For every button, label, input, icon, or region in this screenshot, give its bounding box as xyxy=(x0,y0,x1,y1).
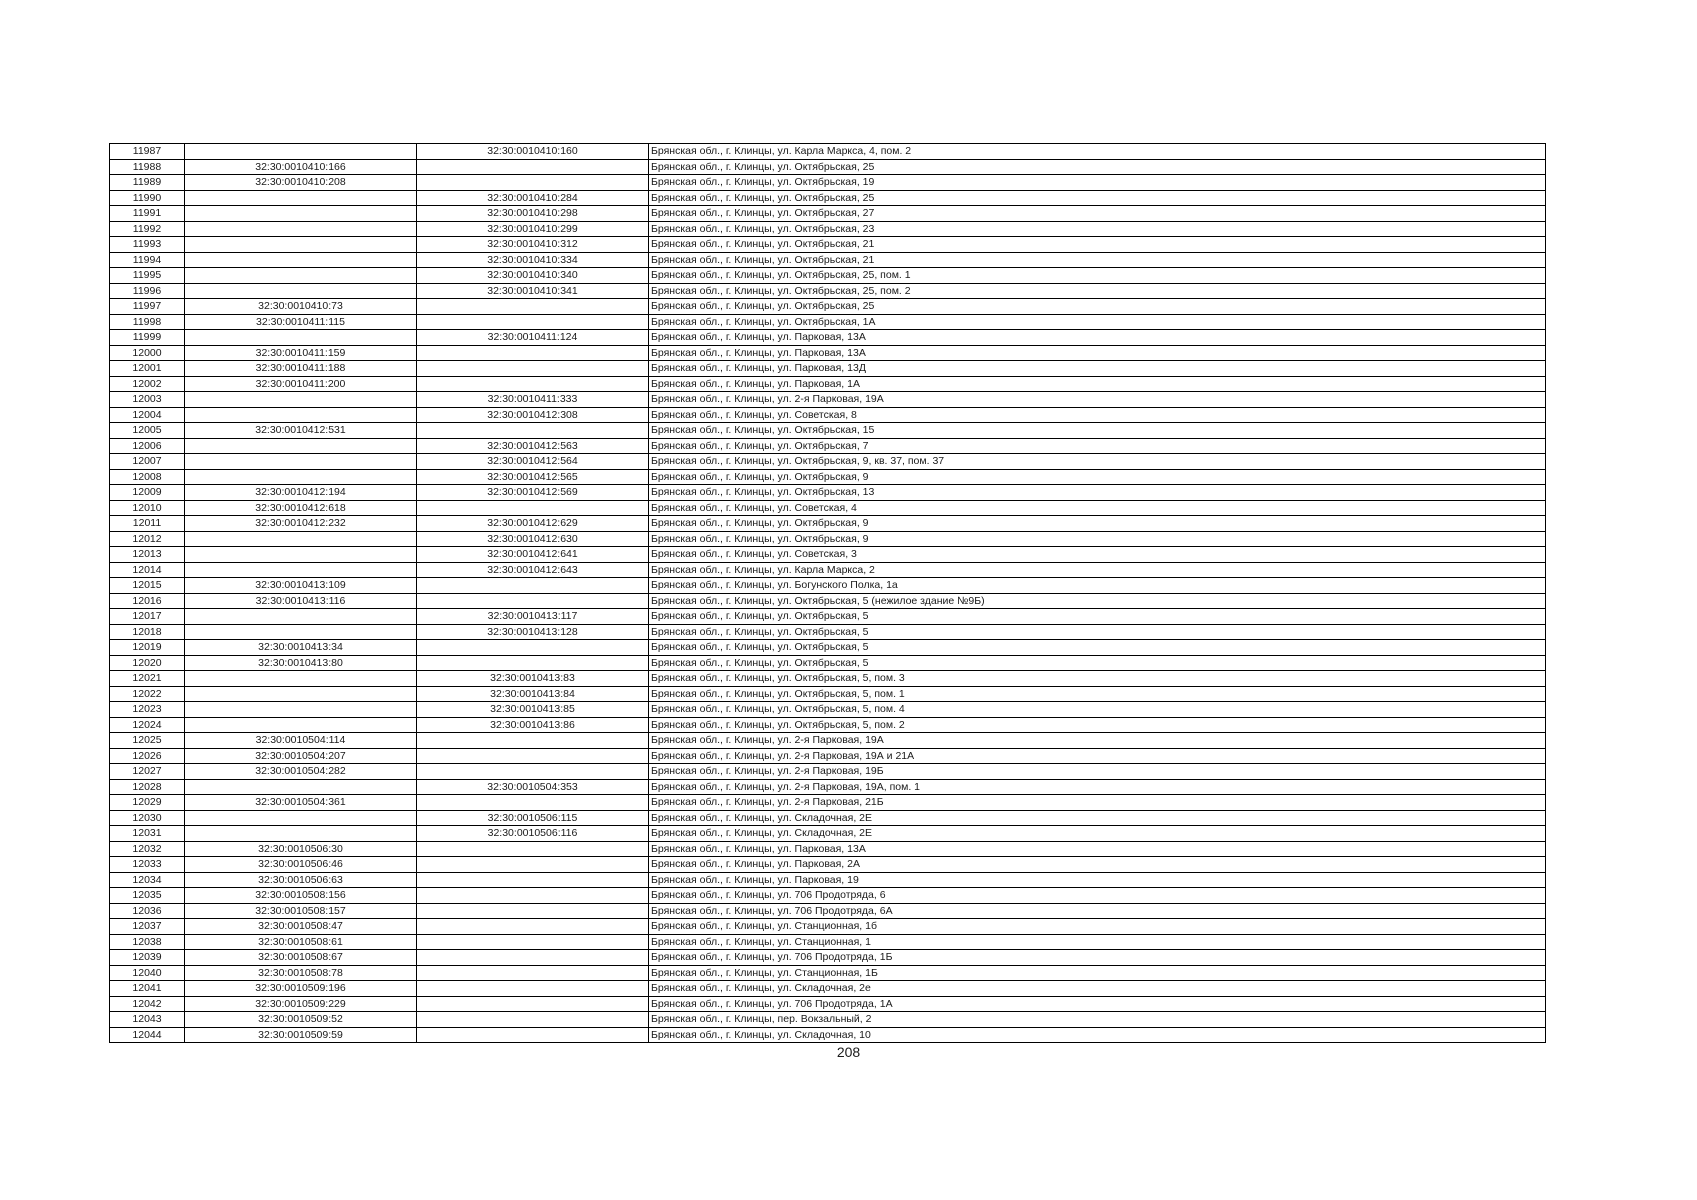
cadastral-number-secondary-cell xyxy=(417,376,649,392)
address-cell: Брянская обл., г. Клинцы, ул. Октябрьская, 25 xyxy=(649,299,1546,315)
address-cell: Брянская обл., г. Клинцы, пер. Вокзальный, 2 xyxy=(649,1012,1546,1028)
address-cell: Брянская обл., г. Клинцы, ул. Октябрьская, 21 xyxy=(649,252,1546,268)
row-number-cell: 12009 xyxy=(110,485,185,501)
cadastral-number-secondary-cell xyxy=(417,361,649,377)
address-cell: Брянская обл., г. Клинцы, ул. Карла Маркса, 2 xyxy=(649,562,1546,578)
row-number-cell: 11996 xyxy=(110,283,185,299)
table-row xyxy=(110,454,1546,470)
cadastral-number-secondary-cell: 32:30:0010412:569 xyxy=(417,485,649,501)
cadastral-number-cell: 32:30:0010411:188 xyxy=(185,361,417,377)
row-number-cell: 12024 xyxy=(110,717,185,733)
row-number-cell: 12008 xyxy=(110,469,185,485)
row-number-cell: 12036 xyxy=(110,903,185,919)
table-row xyxy=(110,562,1546,578)
address-cell: Брянская обл., г. Клинцы, ул. Советская, 8 xyxy=(649,407,1546,423)
row-number-cell: 12016 xyxy=(110,593,185,609)
address-cell: Брянская обл., г. Клинцы, ул. Складочная, 10 xyxy=(649,1027,1546,1043)
table-row xyxy=(110,624,1546,640)
cadastral-number-secondary-cell: 32:30:0010412:565 xyxy=(417,469,649,485)
address-cell: Брянская обл., г. Клинцы, ул. 2-я Парковая, 21Б xyxy=(649,795,1546,811)
cadastral-number-cell xyxy=(185,237,417,253)
table-row xyxy=(110,237,1546,253)
table-row xyxy=(110,1027,1546,1043)
table-row xyxy=(110,779,1546,795)
address-cell: Брянская обл., г. Клинцы, ул. 2-я Парковая, 19А, пом. 1 xyxy=(649,779,1546,795)
table-row xyxy=(110,423,1546,439)
cadastral-number-cell xyxy=(185,562,417,578)
cadastral-number-secondary-cell xyxy=(417,1027,649,1043)
table-row xyxy=(110,299,1546,315)
cadastral-number-cell xyxy=(185,686,417,702)
address-cell: Брянская обл., г. Клинцы, ул. 706 Продотряда, 6 xyxy=(649,888,1546,904)
address-cell: Брянская обл., г. Клинцы, ул. Октябрьская, 9 xyxy=(649,516,1546,532)
address-cell: Брянская обл., г. Клинцы, ул. Октябрьская, 5 xyxy=(649,624,1546,640)
address-cell: Брянская обл., г. Клинцы, ул. Советская, 4 xyxy=(649,500,1546,516)
cadastral-number-cell xyxy=(185,671,417,687)
cadastral-number-cell: 32:30:0010509:229 xyxy=(185,996,417,1012)
row-number-cell: 12038 xyxy=(110,934,185,950)
table-row xyxy=(110,717,1546,733)
row-number-cell: 12015 xyxy=(110,578,185,594)
cadastral-number-secondary-cell xyxy=(417,159,649,175)
registry-table xyxy=(109,143,1546,1043)
address-cell: Брянская обл., г. Клинцы, ул. Советская, 3 xyxy=(649,547,1546,563)
table-row xyxy=(110,965,1546,981)
table-row xyxy=(110,345,1546,361)
cadastral-number-secondary-cell xyxy=(417,345,649,361)
address-cell: Брянская обл., г. Клинцы, ул. 2-я Парковая, 19А xyxy=(649,392,1546,408)
address-cell: Брянская обл., г. Клинцы, ул. Станционная, 1 xyxy=(649,934,1546,950)
address-cell: Брянская обл., г. Клинцы, ул. Октябрьская, 19 xyxy=(649,175,1546,191)
address-cell: Брянская обл., г. Клинцы, ул. Октябрьская, 5 xyxy=(649,655,1546,671)
cadastral-number-secondary-cell: 32:30:0010410:312 xyxy=(417,237,649,253)
table-row xyxy=(110,810,1546,826)
cadastral-number-secondary-cell xyxy=(417,888,649,904)
cadastral-number-secondary-cell xyxy=(417,965,649,981)
address-cell: Брянская обл., г. Клинцы, ул. Октябрьская, 15 xyxy=(649,423,1546,439)
row-number-cell: 12033 xyxy=(110,857,185,873)
cadastral-number-secondary-cell xyxy=(417,748,649,764)
row-number-cell: 11998 xyxy=(110,314,185,330)
address-cell: Брянская обл., г. Клинцы, ул. Парковая, 13А xyxy=(649,330,1546,346)
address-cell: Брянская обл., г. Клинцы, ул. 2-я Парковая, 19А xyxy=(649,733,1546,749)
table-row xyxy=(110,392,1546,408)
cadastral-number-secondary-cell xyxy=(417,934,649,950)
row-number-cell: 11991 xyxy=(110,206,185,222)
cadastral-number-secondary-cell: 32:30:0010412:641 xyxy=(417,547,649,563)
address-cell: Брянская обл., г. Клинцы, ул. Богунского Полка, 1а xyxy=(649,578,1546,594)
cadastral-number-secondary-cell xyxy=(417,733,649,749)
cadastral-number-secondary-cell xyxy=(417,578,649,594)
address-cell: Брянская обл., г. Клинцы, ул. Октябрьская, 9 xyxy=(649,469,1546,485)
table-row xyxy=(110,748,1546,764)
cadastral-number-cell xyxy=(185,407,417,423)
cadastral-number-secondary-cell: 32:30:0010410:298 xyxy=(417,206,649,222)
cadastral-number-secondary-cell xyxy=(417,857,649,873)
cadastral-number-secondary-cell: 32:30:0010506:116 xyxy=(417,826,649,842)
address-cell: Брянская обл., г. Клинцы, ул. Октябрьская, 1А xyxy=(649,314,1546,330)
address-cell: Брянская обл., г. Клинцы, ул. Парковая, 13А xyxy=(649,841,1546,857)
row-number-cell: 12025 xyxy=(110,733,185,749)
address-cell: Брянская обл., г. Клинцы, ул. Парковая, 13А xyxy=(649,345,1546,361)
cadastral-number-cell xyxy=(185,779,417,795)
table-row xyxy=(110,376,1546,392)
row-number-cell: 12043 xyxy=(110,1012,185,1028)
cadastral-number-secondary-cell: 32:30:0010413:128 xyxy=(417,624,649,640)
address-cell: Брянская обл., г. Клинцы, ул. Октябрьская, 23 xyxy=(649,221,1546,237)
address-cell: Брянская обл., г. Клинцы, ул. Октябрьская, 5, пом. 3 xyxy=(649,671,1546,687)
address-cell: Брянская обл., г. Клинцы, ул. Октябрьская, 5 (нежилое здание №9Б) xyxy=(649,593,1546,609)
cadastral-number-cell xyxy=(185,702,417,718)
cadastral-number-cell: 32:30:0010509:59 xyxy=(185,1027,417,1043)
cadastral-number-cell: 32:30:0010506:46 xyxy=(185,857,417,873)
cadastral-number-cell xyxy=(185,469,417,485)
cadastral-number-secondary-cell xyxy=(417,919,649,935)
cadastral-number-cell xyxy=(185,206,417,222)
row-number-cell: 12014 xyxy=(110,562,185,578)
cadastral-number-secondary-cell: 32:30:0010412:308 xyxy=(417,407,649,423)
cadastral-number-cell: 32:30:0010509:196 xyxy=(185,981,417,997)
row-number-cell: 12040 xyxy=(110,965,185,981)
address-cell: Брянская обл., г. Клинцы, ул. Октябрьская, 7 xyxy=(649,438,1546,454)
row-number-cell: 12029 xyxy=(110,795,185,811)
cadastral-number-cell: 32:30:0010508:67 xyxy=(185,950,417,966)
table-row xyxy=(110,283,1546,299)
row-number-cell: 12028 xyxy=(110,779,185,795)
cadastral-number-secondary-cell: 32:30:0010412:563 xyxy=(417,438,649,454)
row-number-cell: 12018 xyxy=(110,624,185,640)
cadastral-number-secondary-cell xyxy=(417,640,649,656)
table-row xyxy=(110,206,1546,222)
cadastral-number-cell xyxy=(185,717,417,733)
row-number-cell: 12022 xyxy=(110,686,185,702)
cadastral-number-cell xyxy=(185,810,417,826)
address-cell: Брянская обл., г. Клинцы, ул. 706 Продотряда, 6А xyxy=(649,903,1546,919)
cadastral-number-secondary-cell: 32:30:0010413:84 xyxy=(417,686,649,702)
cadastral-number-cell: 32:30:0010508:157 xyxy=(185,903,417,919)
table-row xyxy=(110,485,1546,501)
cadastral-number-cell xyxy=(185,190,417,206)
row-number-cell: 12000 xyxy=(110,345,185,361)
address-cell: Брянская обл., г. Клинцы, ул. Складочная, 2Е xyxy=(649,826,1546,842)
address-cell: Брянская обл., г. Клинцы, ул. Октябрьская, 9 xyxy=(649,531,1546,547)
table-row xyxy=(110,640,1546,656)
row-number-cell: 12019 xyxy=(110,640,185,656)
table-row xyxy=(110,531,1546,547)
row-number-cell: 12035 xyxy=(110,888,185,904)
row-number-cell: 12042 xyxy=(110,996,185,1012)
row-number-cell: 12020 xyxy=(110,655,185,671)
row-number-cell: 11997 xyxy=(110,299,185,315)
table-row xyxy=(110,671,1546,687)
cadastral-number-secondary-cell xyxy=(417,903,649,919)
table-row xyxy=(110,702,1546,718)
table-row xyxy=(110,826,1546,842)
address-cell: Брянская обл., г. Клинцы, ул. Октябрьская, 13 xyxy=(649,485,1546,501)
table-row xyxy=(110,888,1546,904)
cadastral-number-cell xyxy=(185,268,417,284)
cadastral-number-secondary-cell: 32:30:0010410:284 xyxy=(417,190,649,206)
registry-table-body xyxy=(110,144,1546,1043)
cadastral-number-secondary-cell: 32:30:0010412:564 xyxy=(417,454,649,470)
row-number-cell: 12044 xyxy=(110,1027,185,1043)
row-number-cell: 11992 xyxy=(110,221,185,237)
address-cell: Брянская обл., г. Клинцы, ул. Парковая, 1А xyxy=(649,376,1546,392)
address-cell: Брянская обл., г. Клинцы, ул. Станционная, 1б xyxy=(649,919,1546,935)
row-number-cell: 12031 xyxy=(110,826,185,842)
cadastral-number-cell: 32:30:0010508:78 xyxy=(185,965,417,981)
cadastral-number-secondary-cell: 32:30:0010413:83 xyxy=(417,671,649,687)
row-number-cell: 12032 xyxy=(110,841,185,857)
table-row xyxy=(110,221,1546,237)
cadastral-number-secondary-cell xyxy=(417,593,649,609)
address-cell: Брянская обл., г. Клинцы, ул. 2-я Парковая, 19Б xyxy=(649,764,1546,780)
row-number-cell: 12034 xyxy=(110,872,185,888)
cadastral-number-cell: 32:30:0010413:116 xyxy=(185,593,417,609)
cadastral-number-cell: 32:30:0010412:531 xyxy=(185,423,417,439)
cadastral-number-secondary-cell: 32:30:0010411:333 xyxy=(417,392,649,408)
table-row xyxy=(110,950,1546,966)
table-row xyxy=(110,934,1546,950)
cadastral-number-cell: 32:30:0010411:200 xyxy=(185,376,417,392)
cadastral-number-cell: 32:30:0010412:232 xyxy=(185,516,417,532)
cadastral-number-secondary-cell: 32:30:0010410:341 xyxy=(417,283,649,299)
row-number-cell: 12021 xyxy=(110,671,185,687)
row-number-cell: 12027 xyxy=(110,764,185,780)
row-number-cell: 12037 xyxy=(110,919,185,935)
row-number-cell: 12013 xyxy=(110,547,185,563)
cadastral-number-secondary-cell xyxy=(417,950,649,966)
cadastral-number-cell: 32:30:0010508:61 xyxy=(185,934,417,950)
table-row xyxy=(110,609,1546,625)
cadastral-number-cell: 32:30:0010504:282 xyxy=(185,764,417,780)
table-row xyxy=(110,175,1546,191)
address-cell: Брянская обл., г. Клинцы, ул. Октябрьская, 5, пом. 1 xyxy=(649,686,1546,702)
row-number-cell: 12004 xyxy=(110,407,185,423)
table-row xyxy=(110,252,1546,268)
address-cell: Брянская обл., г. Клинцы, ул. 706 Продотряда, 1А xyxy=(649,996,1546,1012)
table-row xyxy=(110,144,1546,160)
address-cell: Брянская обл., г. Клинцы, ул. Октябрьская, 25, пом. 1 xyxy=(649,268,1546,284)
address-cell: Брянская обл., г. Клинцы, ул. Парковая, 2А xyxy=(649,857,1546,873)
table-row xyxy=(110,190,1546,206)
row-number-cell: 12005 xyxy=(110,423,185,439)
cadastral-number-secondary-cell xyxy=(417,1012,649,1028)
address-cell: Брянская обл., г. Клинцы, ул. Октябрьская, 21 xyxy=(649,237,1546,253)
cadastral-number-secondary-cell: 32:30:0010411:124 xyxy=(417,330,649,346)
cadastral-number-cell xyxy=(185,454,417,470)
cadastral-number-cell: 32:30:0010504:207 xyxy=(185,748,417,764)
row-number-cell: 12039 xyxy=(110,950,185,966)
cadastral-number-secondary-cell xyxy=(417,996,649,1012)
cadastral-number-secondary-cell xyxy=(417,872,649,888)
cadastral-number-cell: 32:30:0010410:208 xyxy=(185,175,417,191)
cadastral-number-cell: 32:30:0010411:115 xyxy=(185,314,417,330)
cadastral-number-cell: 32:30:0010413:80 xyxy=(185,655,417,671)
cadastral-number-secondary-cell: 32:30:0010410:160 xyxy=(417,144,649,160)
cadastral-number-cell xyxy=(185,624,417,640)
table-row xyxy=(110,841,1546,857)
row-number-cell: 11993 xyxy=(110,237,185,253)
cadastral-number-secondary-cell xyxy=(417,764,649,780)
cadastral-number-secondary-cell xyxy=(417,795,649,811)
table-row xyxy=(110,996,1546,1012)
cadastral-number-secondary-cell: 32:30:0010506:115 xyxy=(417,810,649,826)
address-cell: Брянская обл., г. Клинцы, ул. Складочная, 2Е xyxy=(649,810,1546,826)
cadastral-number-secondary-cell xyxy=(417,655,649,671)
address-cell: Брянская обл., г. Клинцы, ул. Парковая, 13Д xyxy=(649,361,1546,377)
row-number-cell: 12026 xyxy=(110,748,185,764)
cadastral-number-cell: 32:30:0010508:156 xyxy=(185,888,417,904)
row-number-cell: 12023 xyxy=(110,702,185,718)
cadastral-number-secondary-cell: 32:30:0010504:353 xyxy=(417,779,649,795)
cadastral-number-secondary-cell xyxy=(417,500,649,516)
table-row xyxy=(110,686,1546,702)
table-row xyxy=(110,268,1546,284)
table-row xyxy=(110,500,1546,516)
cadastral-number-cell: 32:30:0010506:30 xyxy=(185,841,417,857)
row-number-cell: 11994 xyxy=(110,252,185,268)
table-row xyxy=(110,469,1546,485)
cadastral-number-cell: 32:30:0010509:52 xyxy=(185,1012,417,1028)
table-row xyxy=(110,903,1546,919)
address-cell: Брянская обл., г. Клинцы, ул. Парковая, 19 xyxy=(649,872,1546,888)
table-row xyxy=(110,857,1546,873)
row-number-cell: 12011 xyxy=(110,516,185,532)
cadastral-number-secondary-cell: 32:30:0010413:117 xyxy=(417,609,649,625)
cadastral-number-secondary-cell: 32:30:0010412:643 xyxy=(417,562,649,578)
table-row xyxy=(110,764,1546,780)
row-number-cell: 12006 xyxy=(110,438,185,454)
row-number-cell: 12017 xyxy=(110,609,185,625)
cadastral-number-cell xyxy=(185,283,417,299)
address-cell: Брянская обл., г. Клинцы, ул. Складочная, 2е xyxy=(649,981,1546,997)
cadastral-number-secondary-cell: 32:30:0010410:340 xyxy=(417,268,649,284)
cadastral-number-secondary-cell xyxy=(417,314,649,330)
table-row xyxy=(110,159,1546,175)
cadastral-number-secondary-cell xyxy=(417,175,649,191)
cadastral-number-secondary-cell: 32:30:0010410:334 xyxy=(417,252,649,268)
cadastral-number-cell xyxy=(185,221,417,237)
address-cell: Брянская обл., г. Клинцы, ул. Карла Маркса, 4, пом. 2 xyxy=(649,144,1546,160)
cadastral-number-cell: 32:30:0010506:63 xyxy=(185,872,417,888)
table-row xyxy=(110,655,1546,671)
row-number-cell: 12003 xyxy=(110,392,185,408)
address-cell: Брянская обл., г. Клинцы, ул. 2-я Парковая, 19А и 21А xyxy=(649,748,1546,764)
cadastral-number-cell xyxy=(185,826,417,842)
cadastral-number-cell: 32:30:0010413:34 xyxy=(185,640,417,656)
cadastral-number-secondary-cell: 32:30:0010413:85 xyxy=(417,702,649,718)
cadastral-number-cell: 32:30:0010411:159 xyxy=(185,345,417,361)
cadastral-number-secondary-cell: 32:30:0010413:86 xyxy=(417,717,649,733)
table-row xyxy=(110,795,1546,811)
cadastral-number-cell xyxy=(185,531,417,547)
address-cell: Брянская обл., г. Клинцы, ул. Октябрьская, 25 xyxy=(649,190,1546,206)
row-number-cell: 11999 xyxy=(110,330,185,346)
row-number-cell: 12010 xyxy=(110,500,185,516)
cadastral-number-secondary-cell xyxy=(417,981,649,997)
cadastral-number-cell xyxy=(185,438,417,454)
address-cell: Брянская обл., г. Клинцы, ул. Октябрьская, 25, пом. 2 xyxy=(649,283,1546,299)
page-number: 208 xyxy=(836,1044,861,1060)
table-row xyxy=(110,438,1546,454)
row-number-cell: 11988 xyxy=(110,159,185,175)
cadastral-number-cell: 32:30:0010410:166 xyxy=(185,159,417,175)
table-row xyxy=(110,407,1546,423)
cadastral-number-cell: 32:30:0010508:47 xyxy=(185,919,417,935)
cadastral-number-cell xyxy=(185,547,417,563)
row-number-cell: 12030 xyxy=(110,810,185,826)
row-number-cell: 12041 xyxy=(110,981,185,997)
cadastral-number-cell: 32:30:0010504:361 xyxy=(185,795,417,811)
row-number-cell: 12001 xyxy=(110,361,185,377)
table-row xyxy=(110,872,1546,888)
table-row xyxy=(110,361,1546,377)
row-number-cell: 12012 xyxy=(110,531,185,547)
cadastral-number-cell: 32:30:0010413:109 xyxy=(185,578,417,594)
cadastral-number-cell: 32:30:0010412:194 xyxy=(185,485,417,501)
cadastral-number-secondary-cell: 32:30:0010412:629 xyxy=(417,516,649,532)
cadastral-number-secondary-cell: 32:30:0010412:630 xyxy=(417,531,649,547)
cadastral-number-cell: 32:30:0010412:618 xyxy=(185,500,417,516)
cadastral-number-secondary-cell xyxy=(417,299,649,315)
address-cell: Брянская обл., г. Клинцы, ул. Октябрьская, 5, пом. 4 xyxy=(649,702,1546,718)
cadastral-number-cell xyxy=(185,330,417,346)
address-cell: Брянская обл., г. Клинцы, ул. 706 Продотряда, 1Б xyxy=(649,950,1546,966)
table-row xyxy=(110,919,1546,935)
row-number-cell: 12007 xyxy=(110,454,185,470)
table-row xyxy=(110,593,1546,609)
cadastral-number-cell xyxy=(185,392,417,408)
table-row xyxy=(110,314,1546,330)
address-cell: Брянская обл., г. Клинцы, ул. Октябрьская, 5 xyxy=(649,640,1546,656)
cadastral-number-cell xyxy=(185,252,417,268)
table-row xyxy=(110,1012,1546,1028)
address-cell: Брянская обл., г. Клинцы, ул. Октябрьская, 9, кв. 37, пом. 37 xyxy=(649,454,1546,470)
cadastral-number-secondary-cell xyxy=(417,423,649,439)
table-row xyxy=(110,578,1546,594)
cadastral-number-cell: 32:30:0010504:114 xyxy=(185,733,417,749)
cadastral-number-secondary-cell xyxy=(417,841,649,857)
table-row xyxy=(110,516,1546,532)
table-row xyxy=(110,330,1546,346)
row-number-cell: 11990 xyxy=(110,190,185,206)
address-cell: Брянская обл., г. Клинцы, ул. Октябрьская, 5 xyxy=(649,609,1546,625)
address-cell: Брянская обл., г. Клинцы, ул. Октябрьская, 27 xyxy=(649,206,1546,222)
address-cell: Брянская обл., г. Клинцы, ул. Октябрьская, 25 xyxy=(649,159,1546,175)
cadastral-number-cell: 32:30:0010410:73 xyxy=(185,299,417,315)
cadastral-number-secondary-cell: 32:30:0010410:299 xyxy=(417,221,649,237)
row-number-cell: 11995 xyxy=(110,268,185,284)
row-number-cell: 12002 xyxy=(110,376,185,392)
cadastral-number-cell xyxy=(185,609,417,625)
address-cell: Брянская обл., г. Клинцы, ул. Станционная, 1Б xyxy=(649,965,1546,981)
cadastral-number-cell xyxy=(185,144,417,160)
row-number-cell: 11989 xyxy=(110,175,185,191)
table-row xyxy=(110,981,1546,997)
table-row xyxy=(110,733,1546,749)
table-row xyxy=(110,547,1546,563)
address-cell: Брянская обл., г. Клинцы, ул. Октябрьская, 5, пом. 2 xyxy=(649,717,1546,733)
row-number-cell: 11987 xyxy=(110,144,185,160)
